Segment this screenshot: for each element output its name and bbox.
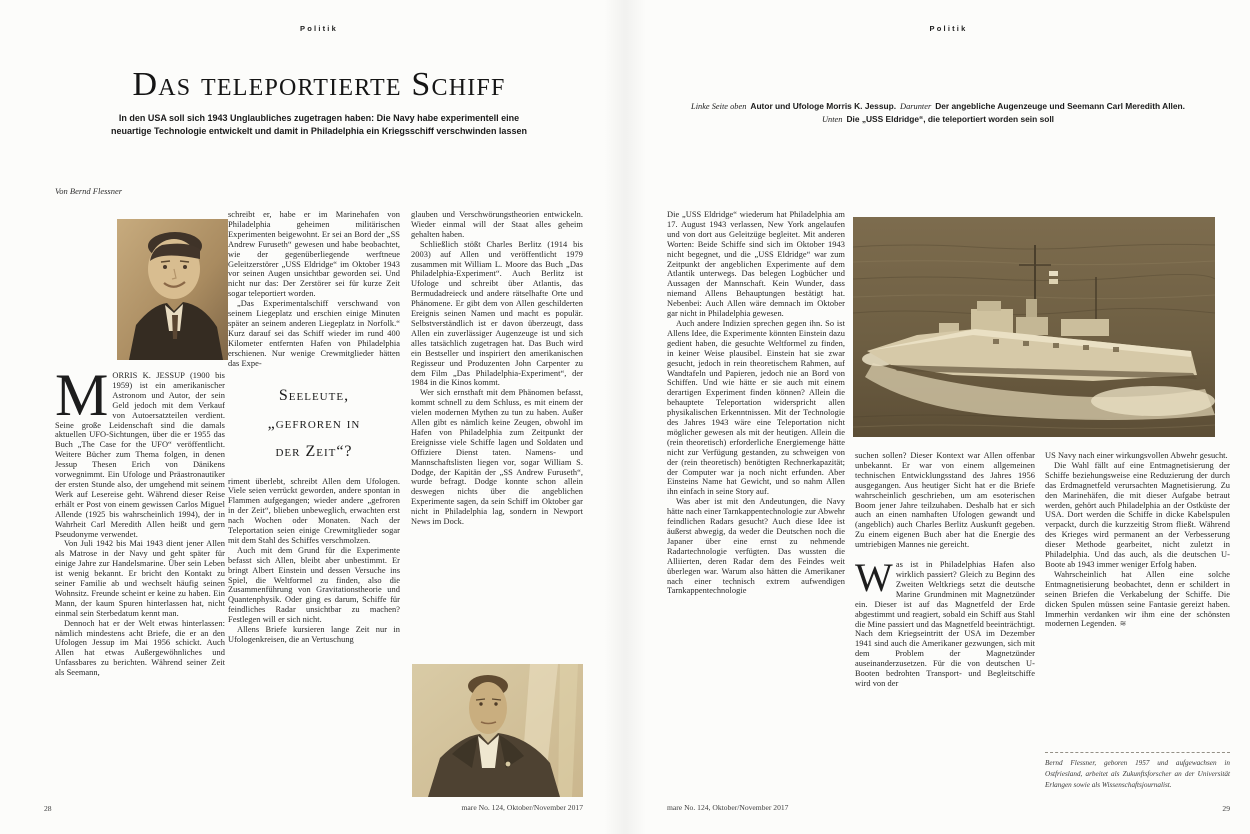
drop-cap-w: W [855,555,893,601]
paragraph: „Das Experimentalschiff verschwand von seinem Liegeplatz und erschien einige Minuten später an seinem anderen Liegeplatz in Norfolk.“ Kurz darauf sei das Schiff wieder im rund 400 Kilometer entfernten Hafen von Philadelphia erschienen. Nur wenige Crewmitglieder hätten das Expe- [228,299,400,368]
jessup-portrait-photo [117,219,228,360]
paragraph: Von Juli 1942 bis Mai 1943 dient jener Allen als Matrose in der Navy und geht später für einige Jahre zur Handelsmarine. Über sein Leben ist wenig bekannt. Er bricht den Kontakt zu seiner Familie ab und wechselt häufig seinen Wohnsitz. Freunde scheint er keine zu haben. Ein Mann, der kaum Spuren hinterlassen hat, nicht einmal sein Sterbedatum kennt man. [55,539,225,618]
drop-cap-m: M [55,371,109,428]
allen-portrait-photo [412,664,583,797]
paragraph: suchen sollen? Dieser Kontext war Allen offenbar unbekannt. Er war von einem allgemeinen technischen Entwicklungsstand des Jahres 1956 ausgegangen. Aus heutiger Sicht hat er die Briefe wahrscheinlich geschrieben, um am esoterischen Boom jener Jahre teilzuhaben. Deshalb hat er sich auch an einen namhaften Ufologen gewandt und (angeblich) auch Charles Berlitz Auskunft gegeben. Zu einem eigenen Buch aber hat die Energie des umtriebigen Mannes nie gereicht. [855,451,1035,550]
paragraph-text: ORRIS K. JESSUP (1900 bis 1959) ist ein amerikanischer Astronom und Autor, der sein Geld jedoch mit dem Verkauf von Autoersatzteilen verdient. Seine große Leidenschaft sind die damals aktuellen UFO-Sichtungen, über die er 1955 das Buch „The Case for the UFO“ veröffentlicht. Weitere Bücher zum Thema folgen, in denen Jessup Thesen Erich von Dänikens vorwegnimmt. Ein Ufologe und Präastronautiker der ersten Stunde also, der umgehend mit seinem Werk auf Lesereise geht. Während dieser Reise erhält er Post von einem gewissen Carlos Miguel Allende (1925 bis wahrscheinlich 1994), der in Wahrheit Carl Meredith Allen heißt und gern Pseudonyme verwendet. [55,371,225,539]
paragraph: schreibt er, habe er im Marinehafen von Philadelphia geheimen militärischen Experimenten beigewohnt. Er sei an Bord der „SS Andrew Furuseth“ gewesen und habe beobachtet, wie der gegenüberliegende werftneue Geleitzerstörer „USS Eldridge“ im Oktober 1943 vor seinen Augen unsichtbar geworden sei. Und nicht nur das: Der Zerstörer sei für kurze Zeit sogar teleportiert worden. [228,210,400,299]
page-number: 29 [1222,804,1230,813]
section-kicker: Politik [929,24,968,33]
paragraph [55,371,225,539]
caption-text: Autor und Ufologe Morris K. Jessup. [750,101,897,111]
paragraph: US Navy nach einer wirkungsvollen Abwehr gesucht. [1045,451,1228,460]
issue-line: mare No. 124, Oktober/November 2017 [667,803,789,812]
paragraph: Wer sich ernsthaft mit dem Phänomen befasst, kommt schnell zu dem Schluss, es mit einem der vielen modernen Mythen zu tun zu haben. Außer Allen gibt es nämlich keine Zeugen, obwohl im Hafen von Philadelphia zum Zeitpunkt der Ereignisse viele Schiffe lagen und Soldaten und Offiziere Dienst taten. Namens- und Mannschaftslisten liegen vor, sogar William S. Dodge, der Kapitän der „SS Andrew Furuseth“, wurde befragt. Dodge konnte schon allein deswegen nichts über die angeblichen Experimente sagen, da sein Schiff im Oktober gar nicht in Philadelphia lag, sondern in Newport News im Dock. [411,388,583,527]
paragraph: Allens Briefe kursieren lange Zeit nur in Ufologenkreisen, die an Vertuschung [228,625,400,644]
caption-line-1 [655,100,1225,113]
standfirst-line-1: In den USA soll sich 1943 Unglaubliches zugetragen haben: Die Navy habe experimentell eine [118,113,520,123]
mare-end-mark-icon: ≋ [1119,619,1127,629]
issue-line: mare No. 124, Oktober/November 2017 [461,803,583,812]
paragraph: Die Wahl fällt auf eine Entmagnetisierung der Schiffe beziehungsweise eine Reduzierung der durch das Erdmagnetfeld verursachten Magnetisierung. Zu den Marinehäfen, die mit dieser Aufgabe betraut werden, gehört auch Philadelphia an der Ostküste der USA. Dort werden die Schiffe in dicke Kabelspulen verpackt, durch die kurzzeitig Strom fließt. Während des Krieges wird permanent an der Verbesserung dieser Methode gearbeitet, nicht zuletzt in Philadelphia. Und das auch, als die deutschen U-Boote ab 1943 immer weniger Erfolg haben. [1045,460,1230,569]
right-column-2 [855,451,1035,796]
caption-label: Unten [821,115,843,124]
caption-label: Darunter [900,102,932,111]
article-standfirst [64,112,574,138]
paragraph-text: as ist in Philadelphias Hafen also wirklich passiert? Gleich zu Beginn des Zweiten Weltkriegs setzt die deutsche Marine Grundminen mit Magnetzünder ein. Dieser ist auf das Magnetfeld der Erde abgestimmt und reagiert, sobald ein Schiff aus Stahl die Mine passiert und das Magnetfeld beeinträchtigt. Nach dem Kriegseintritt der USA im Dezember 1941 sind auch die Amerikaner gezwungen, sich mit dem Problem der Magnetzünder auseinanderzusetzen. Für die von deutschen U-Booten bedrohten Transport- und Begleitschiffe wird von der [855,560,1035,688]
paragraph: Die „USS Eldridge“ wiederum hat Philadelphia am 17. August 1943 verlassen, New York angelaufen und von dort aus Geleitzüge begleitet. Mit anderen Worten: Beide Schiffe sind sich im Oktober 1943 nicht begegnet, und die „USS Eldridge“ war zum Zeitpunkt der angeblichen Experimente auf dem Atlantik unterwegs. Das belegen Logbücher und Aussagen der Mannschaft. Kein Wunder, dass niemand Allens Behauptungen bestätigt hat. Nebenbei: Auch Allen wäre demnach im Oktober gar nicht in Philadelphia gewesen. [667,210,845,319]
left-column-1 [55,371,225,801]
right-column-3 [1045,451,1230,746]
caption-label: Linke Seite oben [691,102,747,111]
tie [172,315,178,339]
paragraph: Auch andere Indizien sprechen gegen ihn. So ist Allens Idee, die Experimente könnten Einstein dazu gedient haben, die gesuchte Weltformel zu finden, in keiner Weise plausibel. Einstein hat sie zwar gesucht, jedoch in rein theoretischem Rahmen, auf Wandtafeln und Papieren, jedoch nie an Bord von Schiffen. Und wie hätte er sie auch mit einem derartigen Experiment finden können? Allein die behauptete Teleportation widerspricht allen physikalischen Erkenntnissen. Mit der Technologie des Jahres 1943 wäre eine Teleportation nicht möglicher gewesen als mit der heutigen. Allein die (rein theoretisch) erforderliche Energiemenge hätte nicht zur Verfügung gestanden, zu schweigen von der (rein theoretisch) benötigten Rechnerkapazität; der Computer war ja noch nicht erfunden. Aber Einsteins Name hat Gewicht, und so nahm Allen ihn einfach in seine Story auf. [667,318,845,497]
paragraph: glauben und Verschwörungstheorien entwickeln. Wieder einmal will der Staat alles geheim gehalten haben. [411,210,583,239]
author-bio: Bernd Flessner, geboren 1957 und aufgewachsen in Ostfriesland, arbeitet als Zukunftsforscher an der Universität Erlangen sowie als Wissenschaftsjournalist. [1045,752,1230,791]
pull-quote-line: der Zeit“? [275,442,353,460]
caption-text: Der angebliche Augenzeuge und Seemann Carl Meredith Allen. [935,101,1185,111]
left-column-2 [228,210,400,802]
page-number: 28 [44,804,52,813]
pull-quote-line: Seeleute, [278,386,350,404]
section-kicker: Politik [300,24,338,33]
paragraph: Dennoch hat er der Welt etwas hinterlassen: nämlich mindestens acht Briefe, die er an den Ufologen Jessup im Mai 1956 schickt. Auch Allen hat etwas Außergewöhnliches und Unfassbares zu berichten. Während seiner Zeit als Seemann, [55,618,225,678]
paragraph: Auch mit dem Grund für die Experimente befasst sich Allen, bleibt aber unbestimmt. Er bringt Albert Einstein und dessen Versuche ins Spiel, die Weltformel zu finden, also die Zusammenführung von Gravitationstheorie und Quantenphysik. Oder ging es darum, Schiffe für feindliches Radar unsichtbar zu machen? Festlegen will er sich nicht. [228,545,400,625]
paragraph [855,555,1035,689]
caption-line-2 [655,113,1225,126]
byline: Von Bernd Flessner [55,186,123,196]
pull-quote-line: „gefroren in [267,414,361,432]
pull-quote [228,382,400,466]
paragraph [1045,570,1230,629]
paragraph: Schließlich stößt Charles Berlitz (1914 bis 2003) auf Allen und veröffentlicht 1979 zusammen mit William L. Moore das Buch „Das Philadelphia-Experiment“. Auch Berlitz ist Ufologe und schreibt über Atlantis, das Bermudadreieck und andere rätselhafte Orte und Phänomene. Er gibt dem von Allen geschilderten Ereignis seinen Namen und macht es populär. Selbstverständlich ist er davon überzeugt, dass Allen ein zuverlässiger Augenzeuge ist und sich alles tatsächlich zugetragen hat. Das Buch wird ein Bestseller und inspiriert den amerikanischen Regisseur und Produzenten John Carpenter zu dem Film „Das Philadelphia-Experiment“, der 1984 in die Kinos kommt. [411,239,583,388]
left-column-3 [411,210,583,658]
page-gutter [604,0,646,834]
paragraph: riment überlebt, schreibt Allen dem Ufologen. Viele seien verrückt geworden, andere spontan in Flammen aufgegangen; wieder andere „gefroren in der Zeit“, blieben unbeweglich, erwachten erst nach Wochen oder Monaten. Nach der Teleportation seien einige Crewmitglieder sogar mit dem Stahl des Schiffes verschmolzen. [228,476,400,545]
caption-text: Die „USS Eldridge“, die teleportiert worden sein soll [846,114,1055,124]
paragraph-text: Wahrscheinlich hat Allen eine solche Entmagnetisierung beobachtet, denn er schildert in seinen Briefen die Verkabelung der Schiffe. Die dicken Spulen müssen seine Fantasie gereizt haben. Immerhin verdanken wir ihm eine der schönsten modernen Legenden. [1045,569,1230,629]
paragraph: Was aber ist mit den Andeutungen, die Navy hätte nach einer Tarnkappentechnologie zur Abwehr feindlichen Radars gesucht? Auch diese Idee ist äußerst abwegig, da weder die Deutschen noch die Japaner über eine ernst zu nehmende Radartechnologie verfügten. Das wussten die Alliierten, deren Radar dem des Feindes weit überlegen war. Warum also hätten die Amerikaner nach einer technisch extrem aufwendigen Tarnkappentechnologie [667,497,845,596]
uss-eldridge-photo [853,217,1215,437]
photo-caption [655,100,1225,126]
face [469,682,507,734]
article-title: Das teleportierte Schiff [132,66,506,103]
right-column-1 [667,210,845,802]
standfirst-line-2: neuartige Technologie entwickelt und damit in Philadelphia ein Kriegsschiff verschwinden lassen [111,126,527,136]
